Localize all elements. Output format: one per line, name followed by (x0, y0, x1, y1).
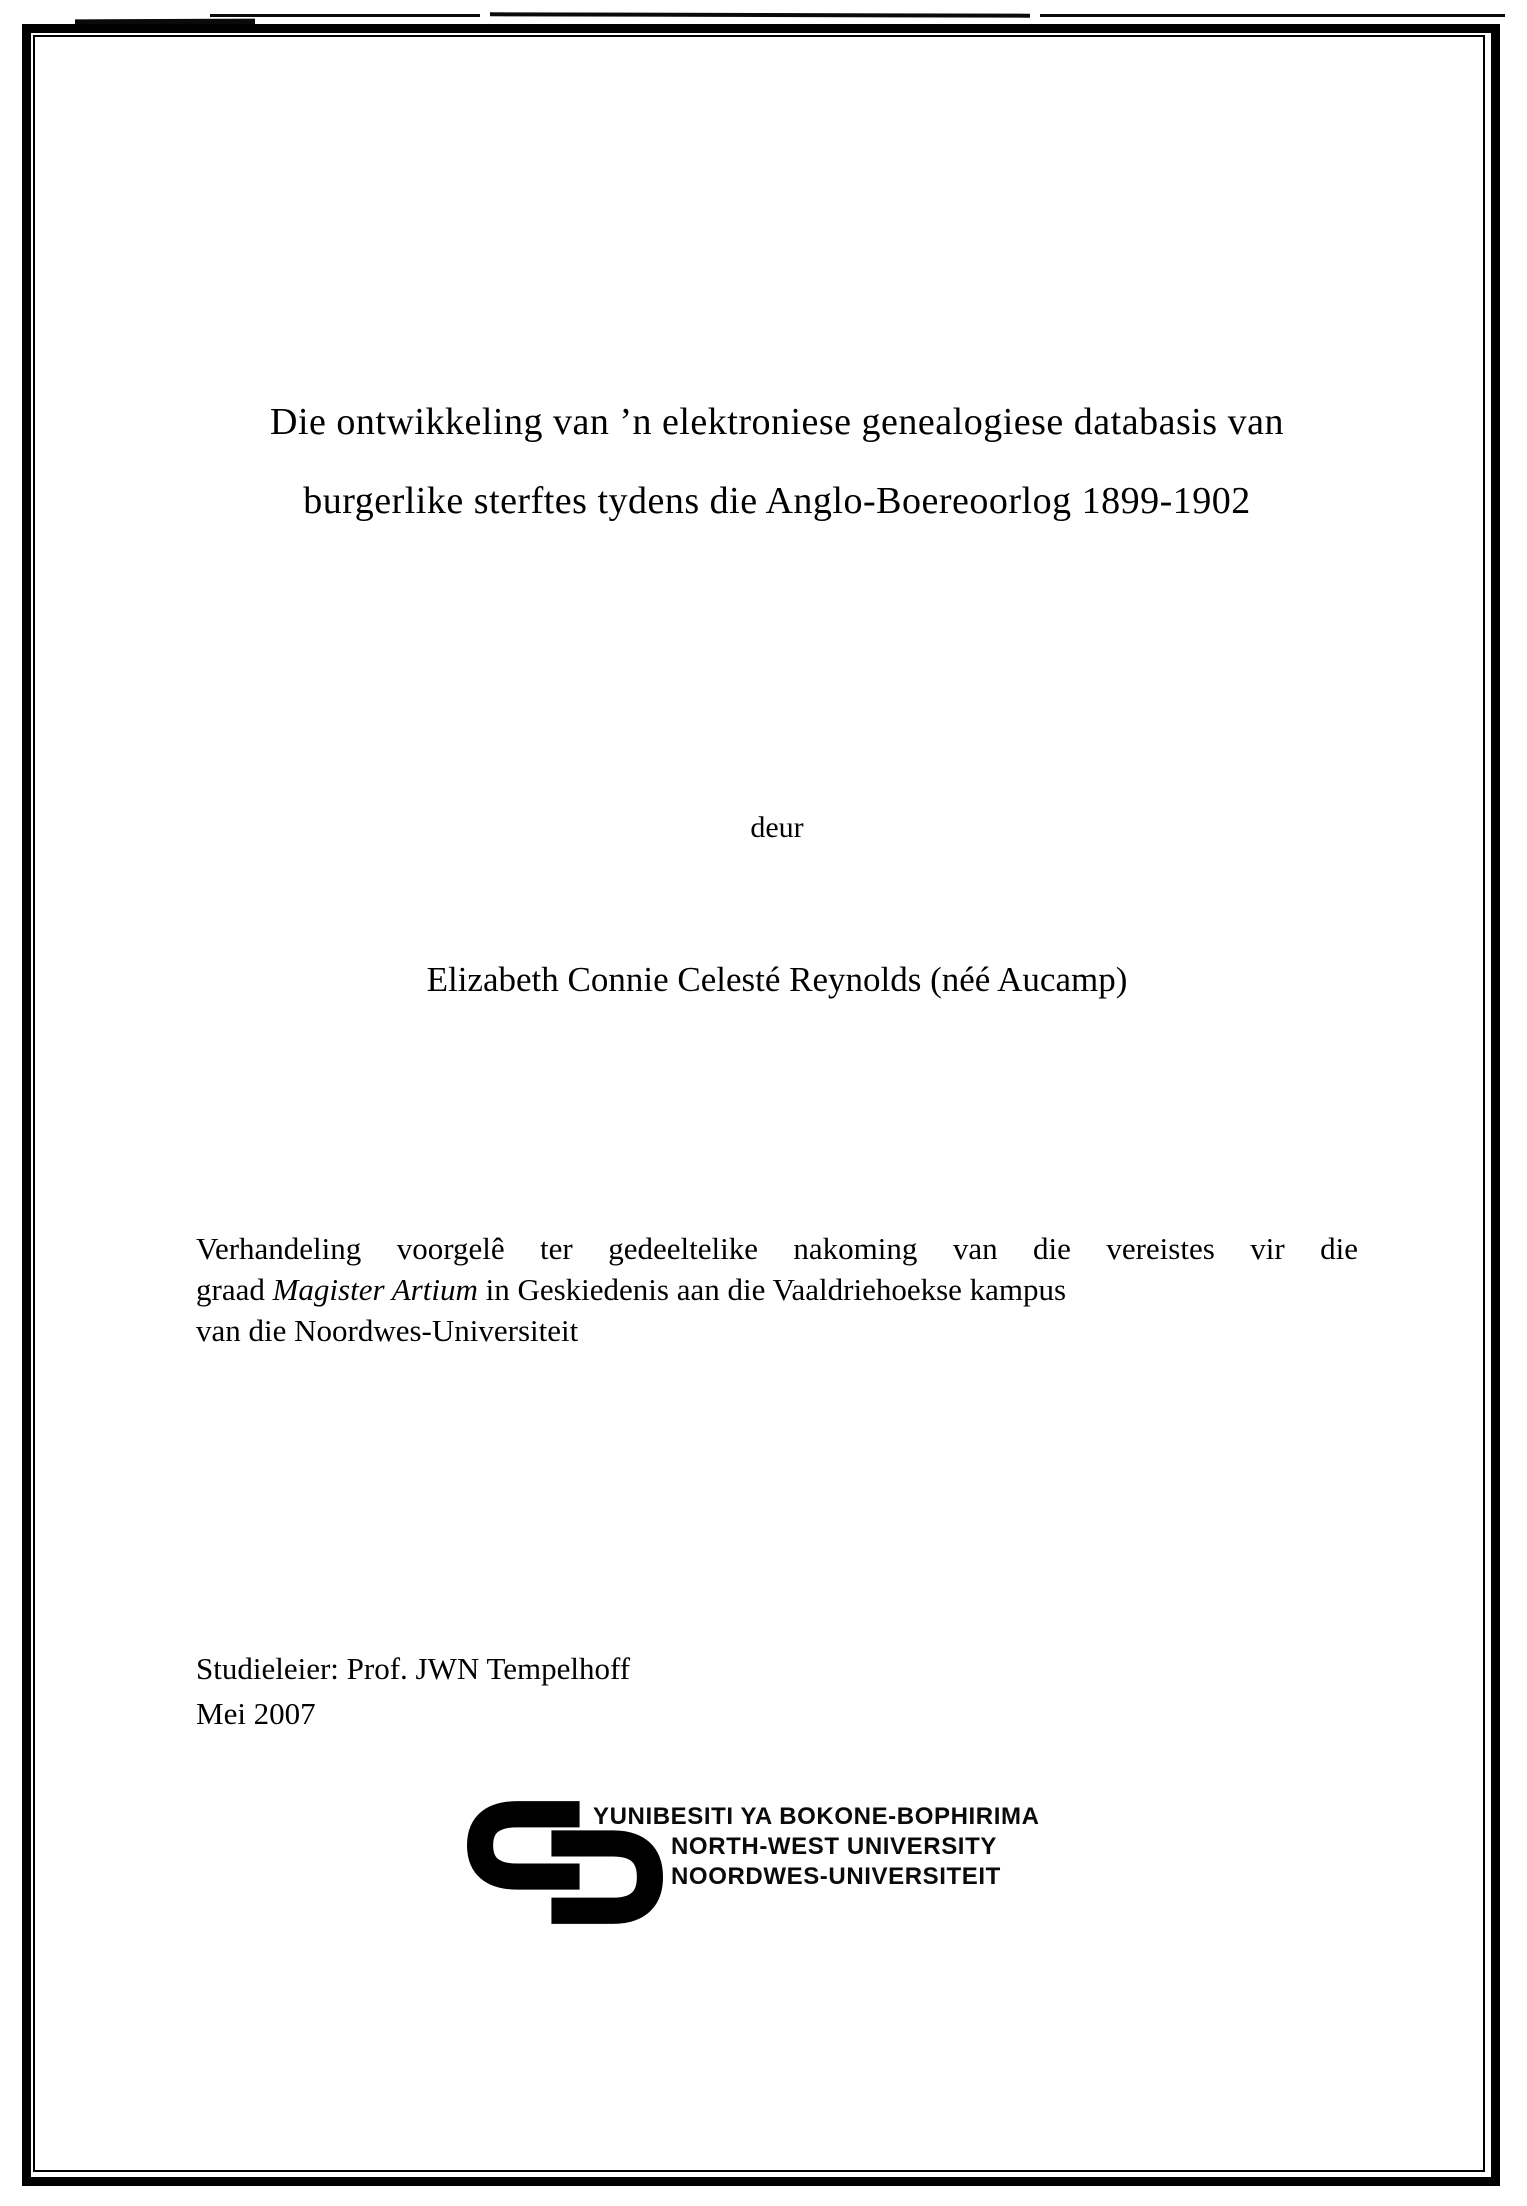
degree-statement-line-2-post: in Geskiedenis aan die Vaaldriehoekse kampus (477, 1272, 1067, 1307)
scan-artifact (490, 12, 1030, 17)
logo-line-setswana: YUNIBESITI YA BOKONE-BOPHIRIMA (593, 1803, 1040, 1830)
degree-statement-line-3: van die Noordwes-Universiteit (196, 1313, 579, 1348)
date-line: Mei 2007 (196, 1696, 316, 1731)
logo-line-english: NORTH-WEST UNIVERSITY (671, 1833, 997, 1860)
scan-artifact (210, 14, 480, 17)
byline-deur: deur (750, 811, 804, 844)
degree-name-italic: Magister Artium (272, 1272, 478, 1307)
degree-statement-line-1: Verhandeling voorgelê ter gedeeltelike nakoming van die vereistes vir die (196, 1231, 1358, 1266)
logo-line-afrikaans: NOORDWES-UNIVERSITEIT (671, 1863, 1001, 1890)
author-name: Elizabeth Connie Celesté Reynolds (néé Aucamp) (426, 960, 1128, 999)
thesis-title-line-1: Die ontwikkeling van ’n elektroniese genealogiese databasis van (270, 401, 1284, 443)
degree-statement (196, 1228, 1358, 1351)
nwu-logo-text (593, 1802, 1040, 1892)
degree-statement-line-2-pre: graad (196, 1272, 273, 1307)
thesis-title-line-2: burgerlike sterftes tydens die Anglo-Boereoorlog 1899-1902 (303, 480, 1251, 522)
degree-statement-line-2 (196, 1269, 1358, 1310)
supervisor-line: Studieleier: Prof. JWN Tempelhoff (196, 1651, 631, 1686)
scan-artifact (1040, 14, 1505, 17)
